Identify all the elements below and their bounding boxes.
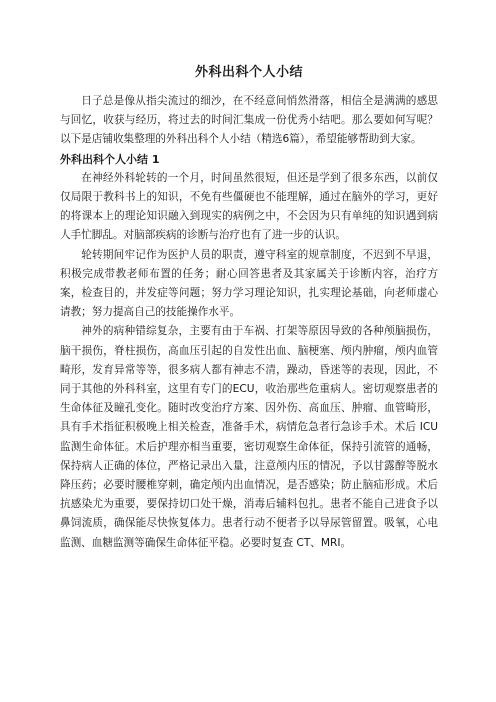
document-title: 外科出科个人小结 bbox=[194, 65, 303, 80]
body-paragraph-3: 神外的病种错综复杂，主要有由于车祸、打架等原因导致的各种颅脑损伤，脑干损伤，脊柱损伤，高血压引起的自发性出血、脑梗塞、颅内肿瘤，颅内血管畸形，发育异常等等，很多病人都有神志不清，躁动，昏迷等的表现，因此，不同于其他的外科科室，这里有专门的ECU，收治那些危重病人。密切观察患者的生命体征及瞳孔变化。随时改变治疗方案、因外伤、高血压、肿瘤、血管畸形，具有手术指征积极晚上相关检查，准备手术，病情危急者行急诊手术。术后 ICU 监测生命体征。术后护理亦相当重要，密切观察生命体征，保持引流管的通畅，保持病人正确的体位，严格记录出入量，注意颅内压的情况，予以甘露醇等脱水降压药；必要时腰椎穿刺，确定颅内出血情况，是否感染；防止脑疝形成。术后抗感染尤为重要，要保持切口处干燥，消毒后辅料包扎。患者不能自己进食予以鼻饲流质，确保能尽快恢复体力。患者行动不便者予以导尿管留置。吸氧，心电监测、血糖监测等确保生命体征平稳。必要时复查 CT、MRI。 bbox=[60, 325, 438, 549]
body-paragraph-2: 轮转期间牢记作为医护人员的职责，遵守科室的规章制度，不迟到不早退，积极完成带教老师布置的任务；耐心回答患者及其家属关于诊断内容，治疗方案，检查目的，并发症等问题；努力学习理论知识，扎实理论基础，向老师虚心请教；努力提高自己的技能操作水平。 bbox=[60, 248, 438, 319]
body-paragraph-1: 在神经外科轮转的一个月，时间虽然很短，但还是学到了很多东西，以前仅仅局限于教科书上的知识，不免有些僵硬也不能理解，通过在脑外的学习，更好的将课本上的理论知识融入到现实的病例之中，不会因为只有单纯的知识遇到病人手忙脚乱。对脑部疾病的诊断与治疗也有了进一步的认识。 bbox=[60, 171, 438, 242]
section-heading: 外科出科个人小结 1 bbox=[60, 152, 160, 166]
intro-paragraph: 日子总是像从指尖流过的细沙，在不经意间悄然滑落，相信全是满满的感思与回忆，收获与经历，将过去的时间汇集成一份优秀小结吧。那么要如何写呢？以下是店铺收集整理的外科出科个人小结（精选6篇），希望能够帮助到大家。 bbox=[60, 95, 438, 146]
